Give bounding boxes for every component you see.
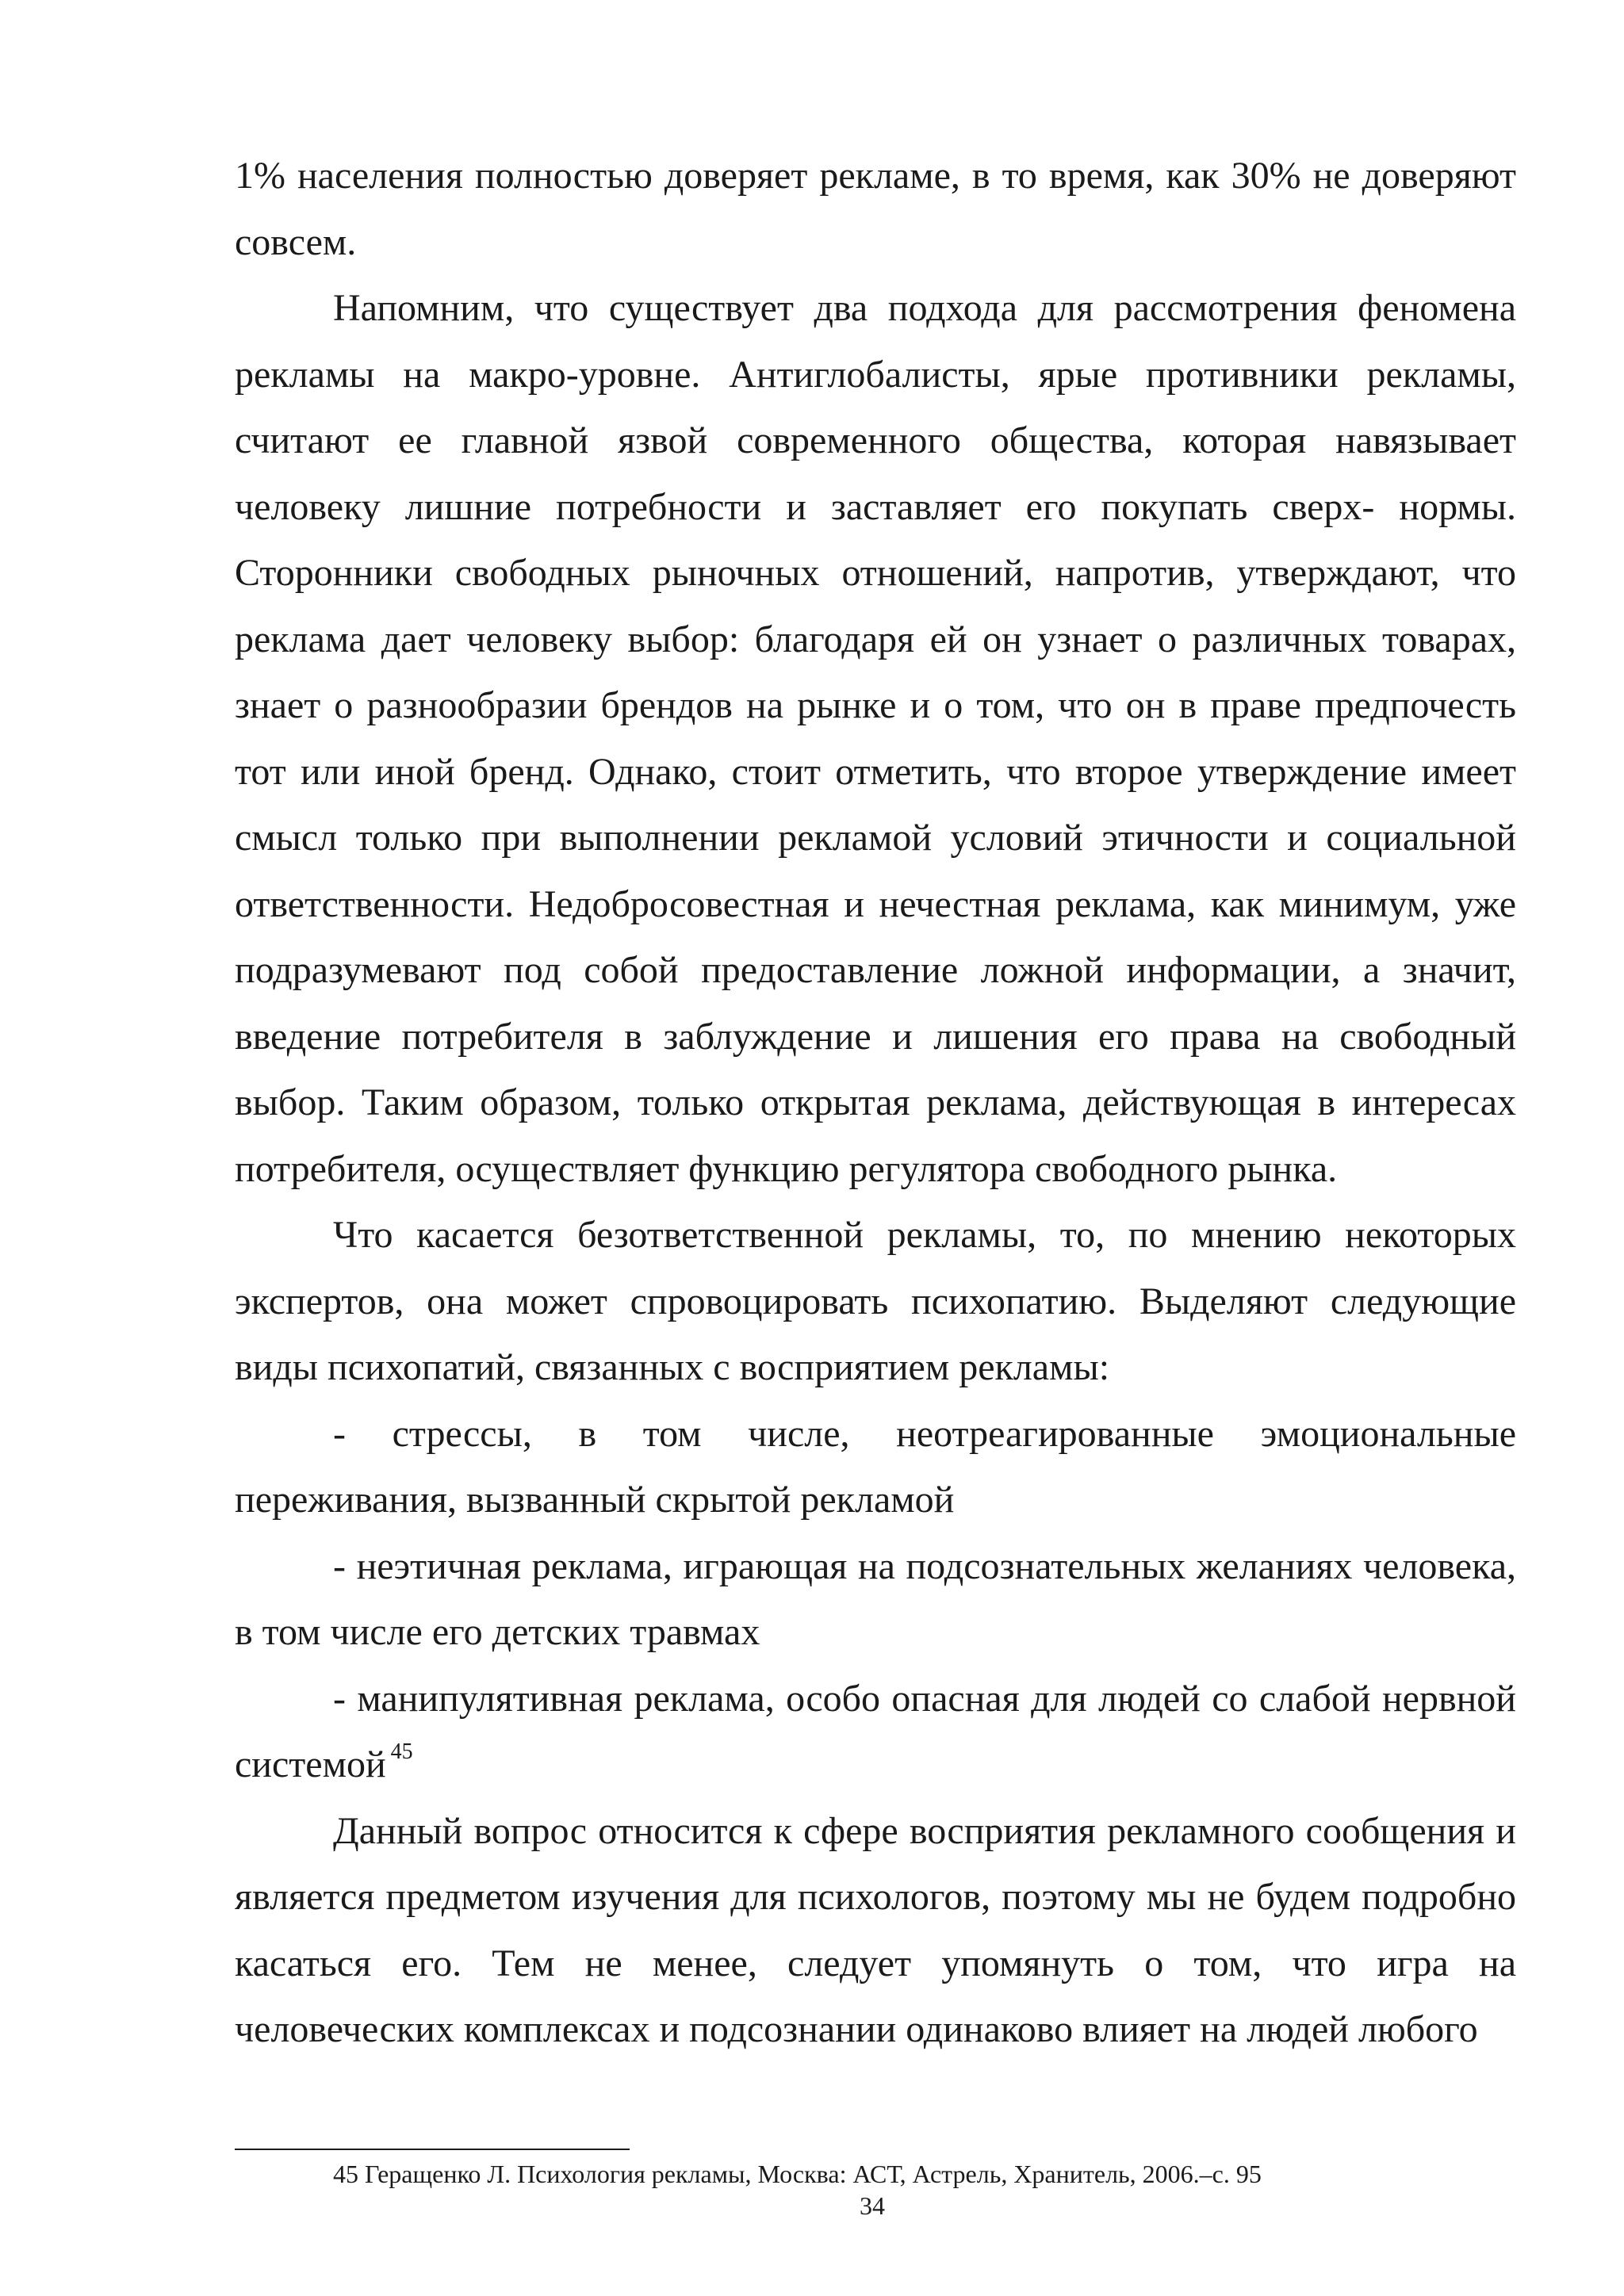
list-item-manipulative <box>235 1666 1516 1798</box>
body-text <box>235 143 1516 2063</box>
footnote-divider <box>235 2149 630 2150</box>
paragraph-3: Что касается безответственной рекламы, то, по мнению некоторых экспертов, она может спровоцировать психопатию. Выделяют следующие виды психопатий, связанных с восприятием рекламы: <box>235 1214 1516 1388</box>
paragraph-1: 1% населения полностью доверяет рекламе, в то время, как 30% не доверяют совсем. <box>235 155 1516 263</box>
list-item-manipulative-text: - манипулятивная реклама, особо опасная для людей со слабой нервной системой <box>235 1677 1516 1785</box>
footnote: 45 Геращенко Л. Психология рекламы, Москва: АСТ, Астрель, Хранитель, 2006.–с. 95 <box>333 2160 1262 2188</box>
page-number: 34 <box>860 2191 885 2220</box>
list-item-stress: - стрессы, в том числе, неотреагированные эмоциональные переживания, вызванный скрытой рекламой <box>235 1412 1516 1521</box>
list-item-unethical: - неэтичная реклама, играющая на подсознательных желаниях человека, в том числе его детских травмах <box>235 1544 1516 1653</box>
footnote-reference[interactable]: 45 <box>390 1739 413 1764</box>
paragraph-4: Данный вопрос относится к сфере восприятия рекламного сообщения и является предметом изучения для психологов, поэтому мы не будем подробно касаться его. Тем не менее, следует упомянуть о том, что игра на человеческих комплексах и подсознании одинаково влияет на людей любого <box>235 1809 1516 2050</box>
paragraph-2: Напомним, что существует два подхода для рассмотрения феномена рекламы на макро-уровне. Антиглобалисты, ярые противники рекламы, считают ее главной язвой современного общества, которая навязывает человеку лишние потребности и заставляет его покупать сверх- нормы. Сторонники свободных рыночных отношений, напротив, утверждают, что реклама дает человеку выбор: благодаря ей он узнает о различных товарах, знает о разнообразии брендов на рынке и о том, что он в праве предпочесть тот или иной бренд. Однако, стоит отметить, что второе утверждение имеет смысл только при выполнении рекламой условий этичности и социальной ответственности. Недобросовестная и нечестная реклама, как минимум, уже подразумевают под собой предоставление ложной информации, а значит, введение потребителя в заблуждение и лишения его права на свободный выбор. Таким образом, только открытая реклама, действующая в интересах потребителя, осуществляет функцию регулятора свободного рынка. <box>235 287 1516 1190</box>
